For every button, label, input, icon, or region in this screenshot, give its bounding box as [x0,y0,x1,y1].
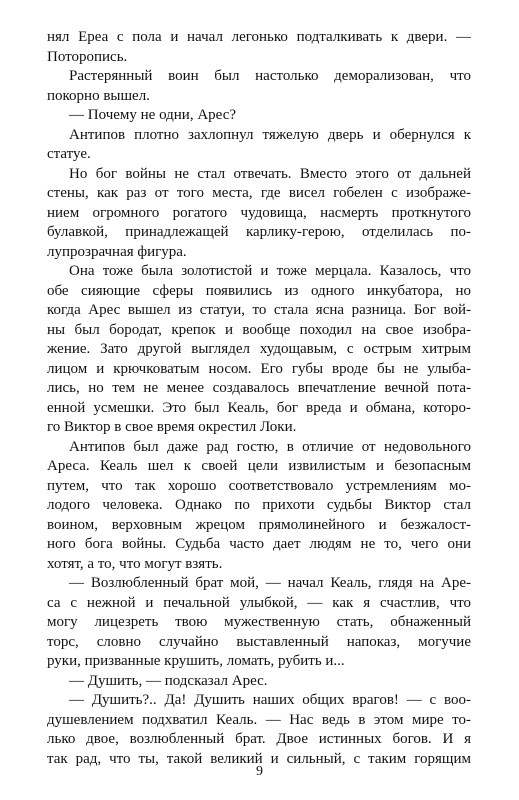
text-line: — Душить, — подсказал Арес. [69,672,268,689]
text-line: Ареса. Кеаль шел к своей цели извилистым и безопасным [47,458,471,474]
text-line: енной усмешки. Это был Кеаль, бог вреда и обмана, которо- [47,399,471,416]
body-text [47,28,471,769]
text-line: статуе. [47,146,91,162]
text-line: руки, призванные крушить, ломать, рубить и... [47,653,345,669]
text-line: жение. Зато другой выглядел худощавым, с острым хитрым [47,341,471,357]
text-line: путем, что так хорошо соответствовало устремлениям мо- [47,477,471,494]
text-line: стены, как раз от того места, где висел гобелен с изображе- [47,185,471,201]
text-line: хотят, а то, что могут взять. [47,555,223,572]
text-line: обе сияющие сферы появились из одного инкубатора, но [47,282,471,299]
text-line: ны был бородат, крепок и вообще походил на свое изобра- [47,321,471,338]
text-line: лодого человека. Однако по прихоти судьбы Виктор стал [47,497,471,513]
text-line: покорно вышел. [47,87,150,104]
text-line: го Виктор в свое время окрестил Локи. [47,419,297,435]
text-line: булавкой, принадлежащей карлику-герою, отделилась по- [47,224,471,240]
text-line: нял Ереа с пола и начал легонько подталкивать к двери. — [47,29,471,45]
text-line: нием огромного рогатого чудовища, насмерть проткнутого [47,204,471,221]
text-line: лупрозрачная фигура. [47,243,187,260]
text-line: ного бога войны. Судьба часто дает людям не то, чего они [47,536,471,552]
text-line: торс, словно случайно выставленный напоказ, могучие [47,633,471,650]
text-line: воином, верховным жрецом прямолинейного и безжалост- [47,516,471,533]
text-line: Но бог войны не стал отвечать. Вместо этого от дальней [69,165,471,182]
text-line: когда Арес вышел из статуи, то стала ясна разница. Бог вой- [47,302,471,318]
text-line: — Возлюбленный брат мой, — начал Кеаль, глядя на Аре- [69,575,471,591]
text-line: лицом и крючковатым носом. Его губы вроде бы не улыба- [47,360,471,377]
text-line: лись, но тем не менее создавалось впечатление вечной пота- [47,380,471,396]
text-line: так рад, что ты, такой великий и сильный, с таким горящим [47,750,471,767]
page-number: 9 [256,764,263,779]
text-line: Поторопись. [47,48,128,65]
text-line: Антипов был даже рад гостю, в отличие от недовольного [69,438,471,455]
text-line: могу лицезреть твою мужественную стать, обнаженный [47,614,471,630]
text-line: Антипов плотно захлопнул тяжелую дверь и обернулся к [69,126,471,143]
text-line: Она тоже была золотистой и тоже мерцала. Казалось, что [69,263,471,279]
text-line: лько двое, возлюбленный брат. Двое истинных богов. И я [47,731,471,747]
text-line: Растерянный воин был настолько деморализован, что [69,68,471,84]
text-line: — Почему не одни, Арес? [69,107,237,123]
text-line: душевлением подхватил Кеаль. — Нас ведь в этом мире то- [47,711,471,728]
text-line: са с нежной и печальной улыбкой, — как я счастлив, что [47,594,471,611]
text-line: — Душить?.. Да! Душить наших общих врагов! — с воо- [69,692,471,708]
